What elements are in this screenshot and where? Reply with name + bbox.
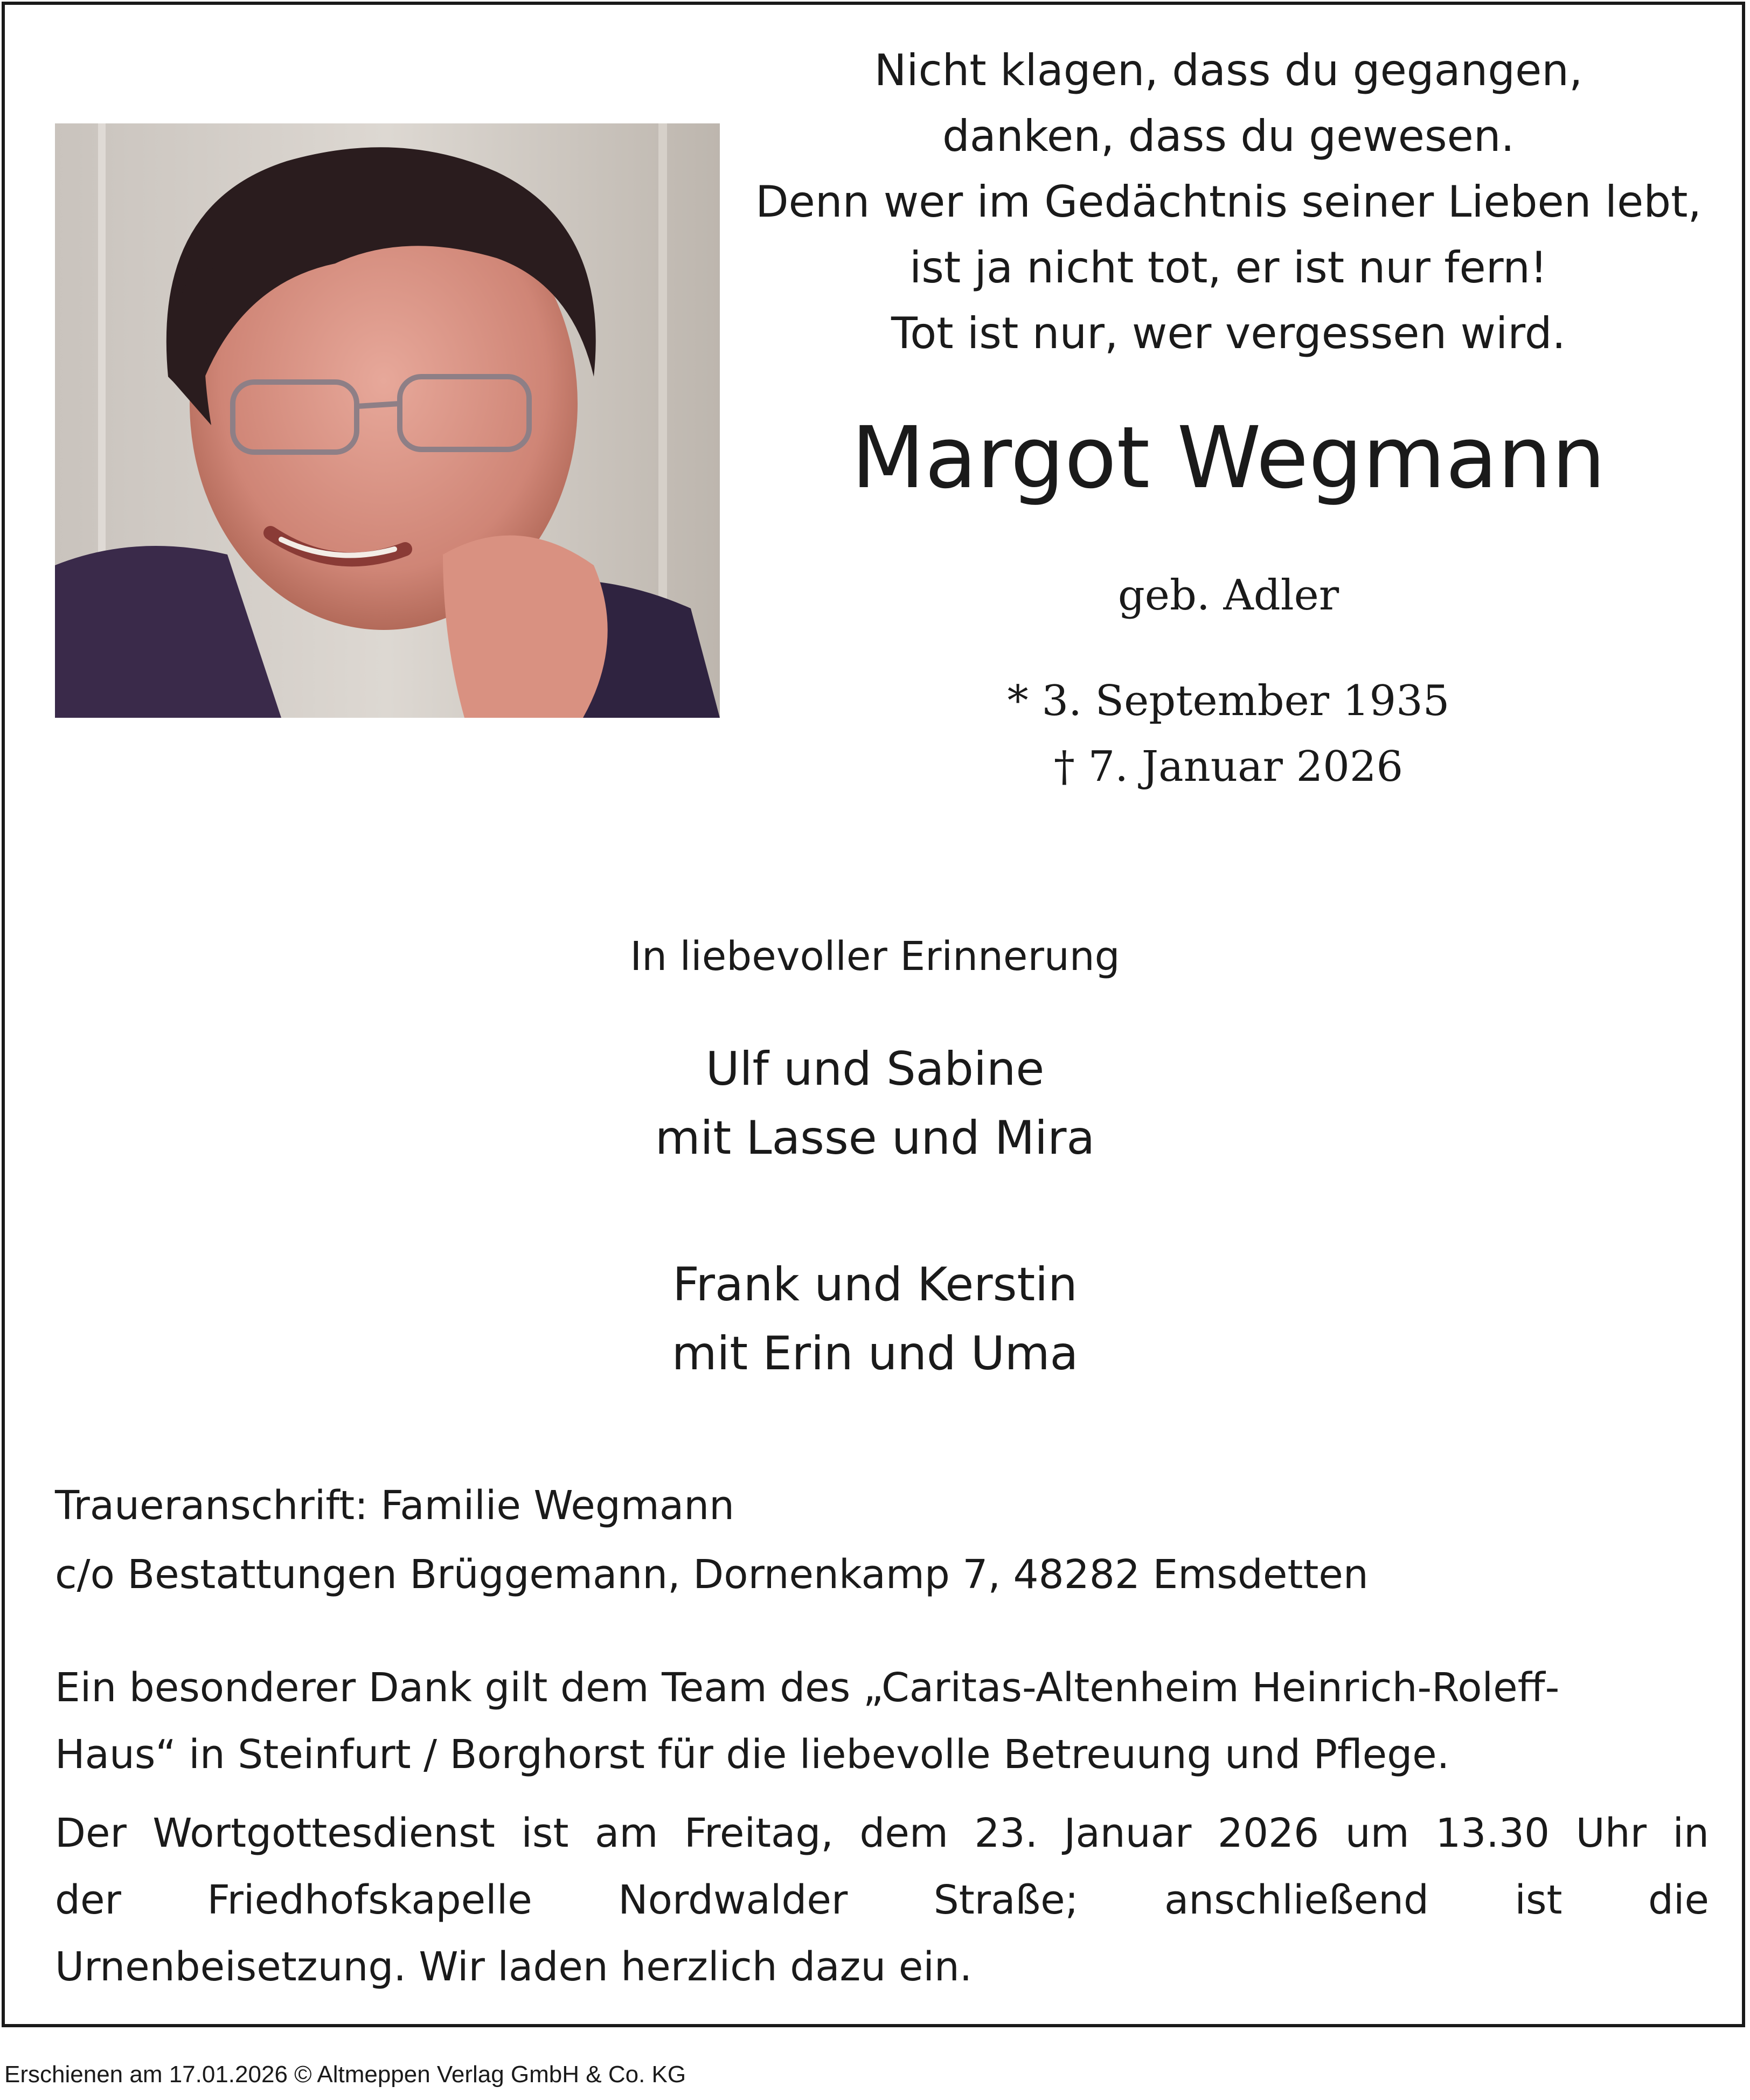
publication-footer: Erschienen am 17.01.2026 © Altmeppen Verlag GmbH & Co. KG [4,2061,686,2088]
deceased-name: Margot Wegmann [851,408,1606,508]
poem [744,38,1713,366]
service-line: Urnenbeisetzung. Wir laden herzlich dazu ein. [55,1944,973,1990]
birth-date: * 3. September 1935 [1007,677,1450,725]
poem-line: danken, dass du gewesen. [942,111,1515,161]
mourner-line: mit Erin und Uma [671,1327,1079,1381]
poem-line: Nicht klagen, dass du gegangen, [874,45,1583,95]
thanks-line: Haus“ in Steinfurt / Borghorst für die liebevolle Betreuung und Pflege. [55,1731,1450,1778]
memory-intro: In liebevoller Erinnerung [630,933,1120,980]
thanks-line: Ein besonderer Dank gilt dem Team des „Caritas-Altenheim Heinrich-Roleff- [55,1665,1560,1711]
mourner-line: mit Lasse und Mira [655,1111,1095,1165]
thanks-note [55,1654,1709,1788]
mourner-family [0,1250,1750,1388]
poem-line: Tot ist nur, wer vergessen wird. [891,308,1566,358]
mourner-family [0,1035,1750,1173]
birth-name: geb. Adler [1117,571,1339,620]
death-date: † 7. Januar 2026 [1053,743,1404,791]
poem-line: Denn wer im Gedächtnis seiner Lieben lebt, [755,177,1702,227]
service-info [55,1800,1709,2000]
portrait-image [55,123,720,718]
service-line: der Friedhofskapelle Nordwalder Straße; anschließend ist die [55,1877,1709,1923]
address-line: Traueranschrift: Familie Wegmann [55,1482,735,1529]
mourning-address [55,1471,1698,1609]
address-line: c/o Bestattungen Brüggemann, Dornenkamp 7, 48282 Emsdetten [55,1551,1369,1598]
service-line: Der Wortgottesdienst ist am Freitag, dem 23. Januar 2026 um 13.30 Uhr in [55,1810,1709,1856]
portrait-photo [55,123,720,718]
mourner-line: Frank und Kerstin [672,1258,1078,1312]
mourner-line: Ulf und Sabine [705,1042,1045,1096]
life-dates [744,668,1713,800]
poem-line: ist ja nicht tot, er ist nur fern! [909,242,1547,293]
